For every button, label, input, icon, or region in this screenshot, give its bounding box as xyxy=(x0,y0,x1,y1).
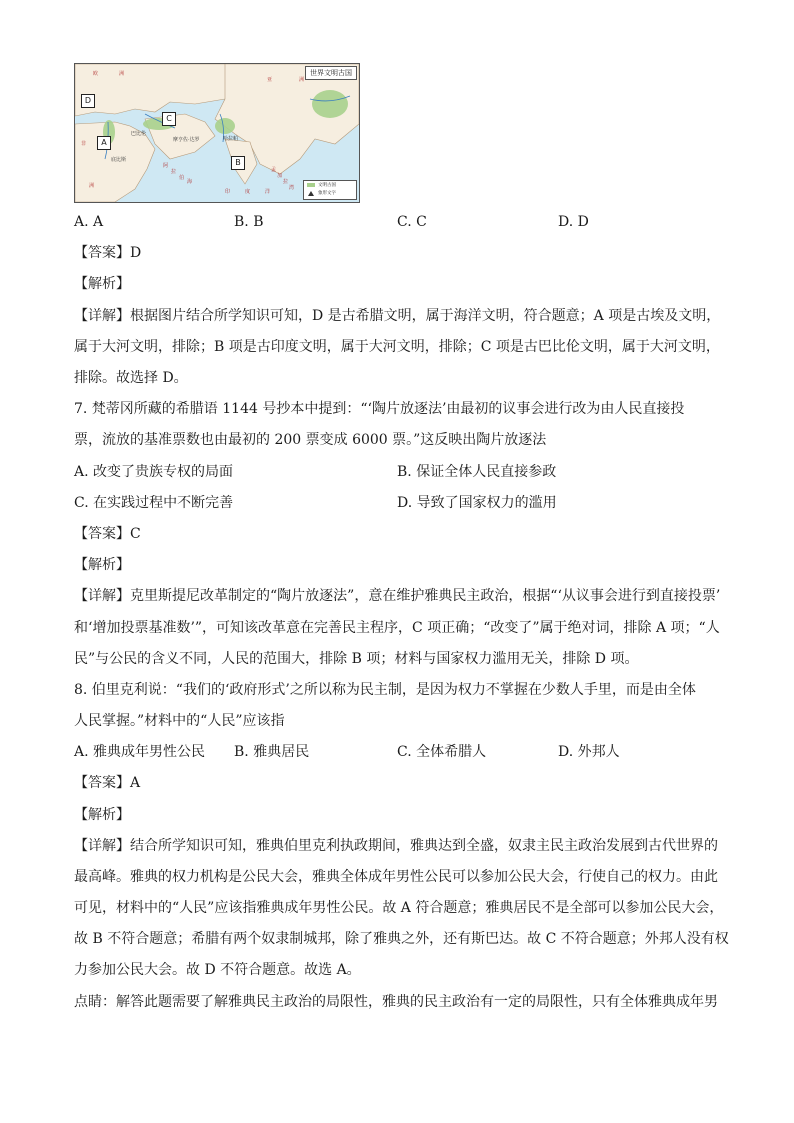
q8-note: 点睛：解答此题需要了解雅典民主政治的局限性，雅典的民主政治有一定的局限性，只有全体雅典成年男 xyxy=(74,994,718,1010)
q6-analysis-label: 【解析】 xyxy=(74,276,130,292)
q8-detail-line: 最高峰。雅典的权力机构是公民大会，雅典全体成年男性公民可以参加公民大会，行使自己的权力。由此 xyxy=(74,869,718,885)
q8-stem-line: 8. 伯里克利说：“我们的‘政府形式’之所以称为民主制，是因为权力不掌握在少数人手里，而是由全体 xyxy=(74,682,696,698)
map-label: 比 xyxy=(116,157,122,163)
map-marker-d: D xyxy=(81,94,95,108)
map-label: 洲 xyxy=(299,77,305,83)
map-label: 底 xyxy=(111,157,117,163)
q6-option-b: B. B xyxy=(234,214,264,230)
q8-option-c: C. 全体希腊人 xyxy=(397,744,487,760)
q8-detail-line: 【详解】结合所学知识可知，雅典伯里克利执政期间，雅典达到全盛，奴隶主民主政治发展到古代世界的 xyxy=(74,838,718,854)
q7-option-b: B. 保证全体人民直接参政 xyxy=(397,464,557,480)
q6-option-d: D. D xyxy=(558,214,589,230)
q8-detail-line: 故 B 不符合题意；希腊有两个奴隶制城邦，除了雅典之外，还有斯巴达。故 C 不符合题意；外邦人没有权 xyxy=(74,931,729,947)
map-label: 亚 xyxy=(267,77,273,83)
q6-detail-line: 属于大河文明，排除；B 项是古印度文明，属于大河文明，排除；C 项是古巴比伦文明，属于大河文明， xyxy=(74,339,720,355)
map-marker-a: A xyxy=(97,136,111,150)
map-label: 斯 xyxy=(121,157,127,163)
q6-detail-line: 【详解】根据图片结合所学知识可知，D 是古希腊文明，属于海洋文明，符合题意；A 项是古埃及文明， xyxy=(74,308,721,324)
map-label: 度 xyxy=(245,189,251,195)
map-marker-c: C xyxy=(162,112,176,126)
q8-answer: 【答案】A xyxy=(74,775,141,791)
map-label: 伯 xyxy=(179,175,185,181)
legend-label: 象形文字 xyxy=(318,191,336,196)
q7-stem-line: 票，流放的基准票数也由最初的 200 票变成 6000 票。”这反映出陶片放逐法 xyxy=(74,432,547,448)
map-marker-b: B xyxy=(231,156,245,170)
triangle-icon xyxy=(308,191,314,196)
q7-option-d: D. 导致了国家权力的滥用 xyxy=(397,495,557,511)
map-label: 印 xyxy=(225,189,231,195)
map-label: 摩亨佐·达罗 xyxy=(173,137,200,143)
map-label: 拉 xyxy=(283,179,289,185)
q7-analysis-label: 【解析】 xyxy=(74,557,130,573)
map-label: 湾 xyxy=(289,185,295,191)
map-label: 洲 xyxy=(119,71,125,77)
q6-option-c: C. C xyxy=(397,214,427,230)
map-label: 洲 xyxy=(89,183,95,189)
world-civilization-map xyxy=(74,63,360,203)
map-label: 海 xyxy=(187,179,193,185)
q8-option-b: B. 雅典居民 xyxy=(234,744,310,760)
map-label: 孟 xyxy=(271,167,277,173)
q7-detail-line: 【详解】克里斯提尼改革制定的“陶片放逐法”，意在维护雅典民主政治，根据“‘从议事会进行到直接投票’ xyxy=(74,588,721,604)
map-label: 非 xyxy=(81,141,87,147)
q8-option-a: A. 雅典成年男性公民 xyxy=(74,744,206,760)
q8-option-d: D. 外邦人 xyxy=(558,744,620,760)
q6-option-a: A. A xyxy=(74,214,104,230)
q6-answer: 【答案】D xyxy=(74,245,142,261)
map-label: 洋 xyxy=(265,189,271,195)
q8-detail-line: 力参加公民大会。故 D 不符合题意。故选 A。 xyxy=(74,962,361,978)
map-label: 欧 xyxy=(93,71,99,77)
q7-detail-line: 民”与公民的含义不同，人民的范围大，排除 B 项；材料与国家权力滥用无关，排除 D 项。 xyxy=(74,651,639,667)
q7-option-a: A. 改变了贵族专权的局面 xyxy=(74,464,234,480)
q8-analysis-label: 【解析】 xyxy=(74,807,130,823)
map-label: 阿 xyxy=(163,163,169,169)
map-label: 加 xyxy=(277,173,283,179)
q8-detail-line: 可见，材料中的“人民”应该指雅典成年男性公民。故 A 符合题意；雅典居民不是全部可以参加公民大会， xyxy=(74,900,724,916)
map-legend xyxy=(303,180,357,200)
q8-stem-line: 人民掌握。”材料中的“人民”应该指 xyxy=(74,713,285,729)
q7-stem-line: 7. 梵蒂冈所藏的希腊语 1144 号抄本中提到：“‘陶片放逐法’由最初的议事会进行改为由人民直接投 xyxy=(74,401,685,417)
legend-label: 文明古国 xyxy=(318,183,336,188)
map-title: 世界文明古国 xyxy=(305,66,357,80)
q7-detail-line: 和‘增加投票基准数’”，可知该改革意在完善民主程序，C 项正确；“改变了”属于绝对词，排除 A 项；“人 xyxy=(74,620,720,636)
q7-option-c: C. 在实践过程中不断完善 xyxy=(74,495,234,511)
q6-detail-line: 排除。故选择 D。 xyxy=(74,370,188,386)
map-label: 巴比伦 xyxy=(131,131,147,137)
q7-answer: 【答案】C xyxy=(74,526,141,542)
map-label: 拉 xyxy=(171,169,177,175)
map-label: 哈拉帕 xyxy=(223,136,239,142)
legend-swatch xyxy=(307,183,315,187)
